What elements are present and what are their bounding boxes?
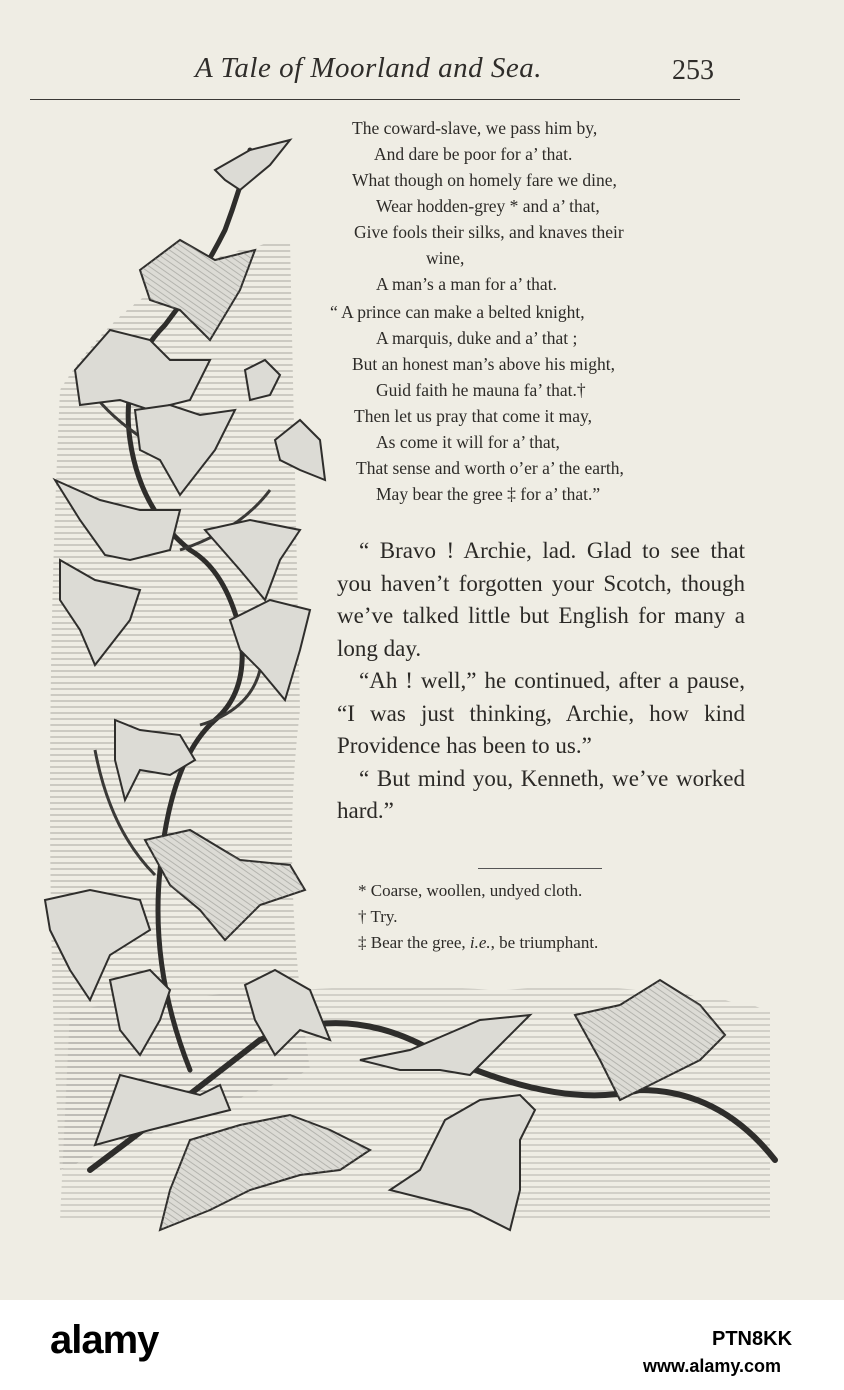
footnote-marker: *	[358, 881, 367, 900]
poem-block	[330, 115, 750, 507]
poem-line: wine,	[426, 248, 465, 268]
footnote	[358, 904, 758, 930]
paragraph: “ But mind you, Kenneth, we’ve worked hard.”	[337, 765, 745, 823]
footnotes	[358, 878, 758, 956]
poem-line: Then let us pray that come it may,	[354, 406, 592, 426]
poem-line: May bear the gree ‡ for a’ that.”	[376, 484, 601, 504]
poem-line: What though on homely fare we dine,	[352, 170, 617, 190]
page-number: 253	[672, 55, 714, 86]
footnote	[358, 930, 758, 956]
poem-line: Wear hodden-grey * and a’ that,	[376, 196, 600, 216]
running-title: A Tale of Moorland and Sea.	[195, 52, 543, 84]
ivy-leaf	[215, 140, 290, 190]
footnote-text: Bear the gree,	[370, 933, 470, 952]
footnote-marker: ‡	[358, 933, 367, 952]
footnote-marker: †	[358, 907, 367, 926]
footnote-abbrev: i.e.	[469, 933, 491, 952]
footnote-text: Try.	[370, 907, 398, 926]
footnote-text: , be triumphant.	[490, 933, 599, 952]
poem-line: A man’s a man for a’ that.	[376, 274, 557, 294]
poem-line: That sense and worth o’er a’ the earth,	[356, 458, 624, 478]
paragraph: “Ah ! well,” he continued, after a pause, “I was just thinking, Archie, how kind Providence has been to us.”	[337, 668, 745, 758]
poem-line: Give fools their silks, and knaves their	[354, 222, 624, 242]
footnote	[358, 878, 758, 904]
poem-line: As come it will for a’ that,	[376, 432, 560, 452]
poem-line: And dare be poor for a’ that.	[374, 144, 573, 164]
poem-line: But an honest man’s above his might,	[352, 354, 615, 374]
poem-line: “ A prince can make a belted knight,	[330, 302, 585, 322]
footnote-rule	[478, 868, 602, 869]
image-id: PTN8KK	[712, 1328, 793, 1350]
poem-line: Guid faith he mauna fa’ that.†	[376, 380, 586, 400]
alamy-logo: alamy	[50, 1318, 159, 1362]
footnote-text: Coarse, woollen, undyed cloth.	[370, 881, 583, 900]
header-rule	[30, 99, 740, 100]
site-url: www.alamy.com	[643, 1356, 782, 1376]
poem-line: A marquis, duke and a’ that ;	[376, 328, 578, 348]
poem-line: The coward-slave, we pass him by,	[352, 118, 598, 138]
prose-block	[337, 535, 745, 828]
paragraph: “ Bravo ! Archie, lad. Glad to see that you haven’t forgotten your Scotch, though we’ve talked little but English for many a long day.	[337, 538, 745, 661]
